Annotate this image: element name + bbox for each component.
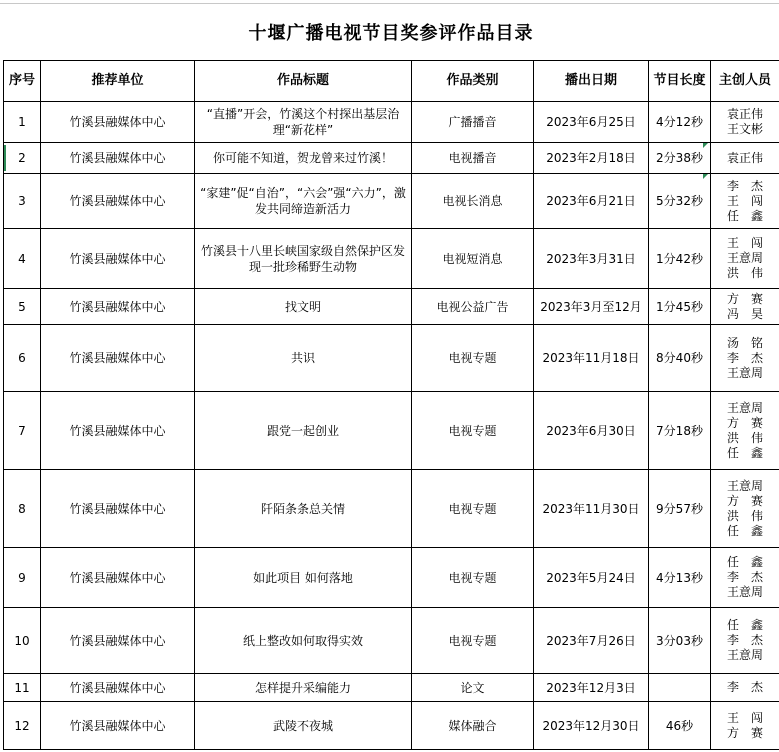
person-name: 王 闯 xyxy=(726,193,763,208)
cell-date[interactable]: 2023年3月至12月 xyxy=(534,289,649,325)
cell-category[interactable]: 论文 xyxy=(412,674,534,702)
cell-no[interactable]: 9 xyxy=(4,548,41,608)
cell-no[interactable]: 1 xyxy=(4,102,41,143)
person-name: 王意周 xyxy=(726,400,763,415)
person-name: 汤 铭 xyxy=(726,335,763,350)
cell-unit[interactable]: 竹溪县融媒体中心 xyxy=(41,608,195,674)
cell-category[interactable]: 广播播音 xyxy=(412,102,534,143)
person-name: 袁正伟 xyxy=(726,150,763,165)
person-name: 方 赛 xyxy=(726,291,763,306)
cell-people[interactable] xyxy=(711,289,779,325)
cell-title-text: “家建”促“自治”，“六会”强“六力”，激发共同缔造新活力 xyxy=(200,186,406,216)
cell-people[interactable] xyxy=(711,143,779,174)
cell-category[interactable]: 电视公益广告 xyxy=(412,289,534,325)
cell-people[interactable] xyxy=(711,392,779,470)
cell-title-text: 阡陌条条总关情 xyxy=(260,501,345,516)
header-cell-title: 作品标题 xyxy=(195,61,412,102)
cell-date[interactable]: 2023年5月24日 xyxy=(534,548,649,608)
cell-title-text: “直播”开会，竹溪这个村探出基层治理“新花样” xyxy=(206,107,400,137)
cell-length[interactable]: 7分18秒 xyxy=(649,392,711,470)
cell-title[interactable] xyxy=(195,229,412,289)
cell-no[interactable]: 8 xyxy=(4,470,41,548)
cell-title[interactable] xyxy=(195,325,412,392)
cell-unit[interactable]: 竹溪县融媒体中心 xyxy=(41,102,195,143)
cell-date[interactable]: 2023年6月25日 xyxy=(534,102,649,143)
cell-category[interactable]: 电视专题 xyxy=(412,470,534,548)
cell-unit[interactable]: 竹溪县融媒体中心 xyxy=(41,325,195,392)
header-cell-length: 节目长度 xyxy=(649,61,711,102)
cell-title-text: 共识 xyxy=(290,351,315,365)
cell-length[interactable]: 5分32秒 xyxy=(649,174,711,229)
person-name: 李 杰 xyxy=(726,633,763,647)
cell-title-text: 纸上整改如何取得实效 xyxy=(242,633,363,648)
cell-no[interactable]: 12 xyxy=(4,702,41,750)
cell-title-text: 竹溪县十八里长峡国家级自然保护区发现一批珍稀野生动物 xyxy=(200,243,405,274)
table-row xyxy=(4,229,779,289)
cell-length[interactable]: 4分12秒 xyxy=(649,102,711,143)
table-row xyxy=(4,702,779,750)
person-name: 李 杰 xyxy=(726,350,763,365)
person-name: 李 杰 xyxy=(726,680,763,694)
table-body xyxy=(4,102,779,750)
cell-no[interactable]: 6 xyxy=(4,325,41,392)
cell-category[interactable]: 电视播音 xyxy=(412,143,534,174)
cell-title[interactable] xyxy=(195,674,412,702)
cell-category[interactable]: 电视专题 xyxy=(412,548,534,608)
cell-people[interactable] xyxy=(711,325,779,392)
cell-title[interactable] xyxy=(195,702,412,750)
person-name: 任 鑫 xyxy=(726,555,763,569)
cell-no[interactable]: 2 xyxy=(4,143,41,174)
cell-date[interactable]: 2023年11月18日 xyxy=(534,325,649,392)
person-name: 方 赛 xyxy=(726,493,763,508)
cell-people[interactable] xyxy=(711,229,779,289)
cell-category[interactable]: 媒体融合 xyxy=(412,702,534,750)
header-cell-no: 序号 xyxy=(4,61,41,102)
cell-length[interactable]: 9分57秒 xyxy=(649,470,711,548)
cell-length[interactable]: 8分40秒 xyxy=(649,325,711,392)
cell-category[interactable]: 电视专题 xyxy=(412,392,534,470)
cell-title[interactable] xyxy=(195,608,412,674)
cell-no[interactable]: 7 xyxy=(4,392,41,470)
cell-date[interactable]: 2023年11月30日 xyxy=(534,470,649,548)
header-cell-date: 播出日期 xyxy=(534,61,649,102)
table-row xyxy=(4,608,779,674)
header-cell-unit: 推荐单位 xyxy=(41,61,195,102)
header-row xyxy=(4,61,779,102)
person-name: 方 赛 xyxy=(726,415,763,430)
cell-category[interactable]: 电视专题 xyxy=(412,608,534,674)
header-cell-people: 主创人员 xyxy=(711,61,779,102)
cell-unit[interactable]: 竹溪县融媒体中心 xyxy=(41,143,195,174)
person-name: 任 鑫 xyxy=(726,208,763,223)
table-row xyxy=(4,102,779,143)
cell-title[interactable] xyxy=(195,470,412,548)
table-row xyxy=(4,470,779,548)
cell-unit[interactable]: 竹溪县融媒体中心 xyxy=(41,548,195,608)
cell-no[interactable]: 11 xyxy=(4,674,41,702)
cell-people[interactable] xyxy=(711,608,779,674)
cell-length[interactable] xyxy=(649,674,711,702)
cell-date[interactable]: 2023年6月30日 xyxy=(534,392,649,470)
cell-title[interactable] xyxy=(195,392,412,470)
cell-unit[interactable]: 竹溪县融媒体中心 xyxy=(41,470,195,548)
cell-length[interactable]: 4分13秒 xyxy=(649,548,711,608)
cell-title[interactable] xyxy=(195,102,412,143)
table-row xyxy=(4,325,779,392)
cell-date[interactable]: 2023年6月21日 xyxy=(534,174,649,229)
comment-indicator xyxy=(703,174,708,179)
person-name: 洪 伟 xyxy=(726,508,763,523)
cell-category[interactable]: 电视短消息 xyxy=(412,229,534,289)
cell-unit[interactable]: 竹溪县融媒体中心 xyxy=(41,289,195,325)
cell-no[interactable]: 4 xyxy=(4,229,41,289)
person-name: 王意周 xyxy=(726,648,763,662)
cell-unit[interactable]: 竹溪县融媒体中心 xyxy=(41,674,195,702)
person-name: 王意周 xyxy=(726,251,763,265)
person-name: 王文彬 xyxy=(726,122,763,136)
cell-people[interactable] xyxy=(711,674,779,702)
cell-title[interactable] xyxy=(195,143,412,174)
cell-date[interactable]: 2023年12月3日 xyxy=(534,674,649,702)
cell-people[interactable] xyxy=(711,548,779,608)
person-name: 冯 昊 xyxy=(726,306,763,321)
cell-length[interactable]: 46秒 xyxy=(649,702,711,750)
cell-people[interactable] xyxy=(711,470,779,548)
cell-no[interactable]: 5 xyxy=(4,289,41,325)
cell-people[interactable] xyxy=(711,702,779,750)
header-cell-category: 作品类别 xyxy=(412,61,534,102)
cell-title-text: 跟党一起创业 xyxy=(266,423,339,438)
table-row xyxy=(4,143,779,174)
person-name: 王 闯 xyxy=(726,236,763,250)
table-row xyxy=(4,674,779,702)
cell-category[interactable]: 电视专题 xyxy=(412,325,534,392)
table-row xyxy=(4,174,779,229)
table-row xyxy=(4,392,779,470)
person-name: 王意周 xyxy=(726,585,763,599)
cell-unit[interactable]: 竹溪县融媒体中心 xyxy=(41,392,195,470)
cell-title-text: 怎样提升采编能力 xyxy=(254,680,351,695)
person-name: 王意周 xyxy=(726,365,763,380)
selection-marker xyxy=(4,145,6,171)
cell-date[interactable]: 2023年7月26日 xyxy=(534,608,649,674)
cell-length[interactable]: 2分38秒 xyxy=(649,143,711,174)
person-name: 王意周 xyxy=(726,478,763,493)
person-name: 李 杰 xyxy=(726,570,763,584)
cell-people[interactable] xyxy=(711,102,779,143)
cell-unit[interactable]: 竹溪县融媒体中心 xyxy=(41,174,195,229)
cell-title-text: 如此项目 如何落地 xyxy=(253,570,353,585)
cell-title[interactable] xyxy=(195,548,412,608)
person-name: 李 杰 xyxy=(726,178,763,193)
cell-category[interactable]: 电视长消息 xyxy=(412,174,534,229)
person-name: 洪 伟 xyxy=(726,266,763,280)
cell-title[interactable] xyxy=(195,174,412,229)
cell-people[interactable] xyxy=(711,174,779,229)
person-name: 任 鑫 xyxy=(726,523,763,538)
cell-unit[interactable]: 竹溪县融媒体中心 xyxy=(41,229,195,289)
cell-no[interactable]: 10 xyxy=(4,608,41,674)
cell-unit[interactable]: 竹溪县融媒体中心 xyxy=(41,702,195,750)
person-name: 任 鑫 xyxy=(726,445,763,460)
cell-date[interactable]: 2023年12月30日 xyxy=(534,702,649,750)
cell-no[interactable]: 3 xyxy=(4,174,41,229)
document-title: 十堰广播电视节目奖参评作品目录 xyxy=(248,22,534,44)
cell-title-text: 你可能不知道，贺龙曾来过竹溪！ xyxy=(212,151,393,165)
cell-date[interactable]: 2023年2月18日 xyxy=(534,143,649,174)
cell-date[interactable]: 2023年3月31日 xyxy=(534,229,649,289)
person-name: 方 赛 xyxy=(726,725,763,740)
cell-title-text: 武陵不夜城 xyxy=(272,718,333,733)
cell-title-text: 找文明 xyxy=(284,299,321,314)
person-name: 洪 伟 xyxy=(726,430,763,445)
works-table xyxy=(3,60,779,750)
person-name: 任 鑫 xyxy=(726,618,763,632)
person-name: 王 闯 xyxy=(726,710,763,725)
cell-length[interactable]: 1分45秒 xyxy=(649,289,711,325)
table-row xyxy=(4,548,779,608)
table-row xyxy=(4,289,779,325)
comment-indicator xyxy=(703,143,708,148)
cell-length[interactable]: 1分42秒 xyxy=(649,229,711,289)
cell-length[interactable]: 3分03秒 xyxy=(649,608,711,674)
person-name: 袁正伟 xyxy=(726,107,763,121)
cell-title[interactable] xyxy=(195,289,412,325)
